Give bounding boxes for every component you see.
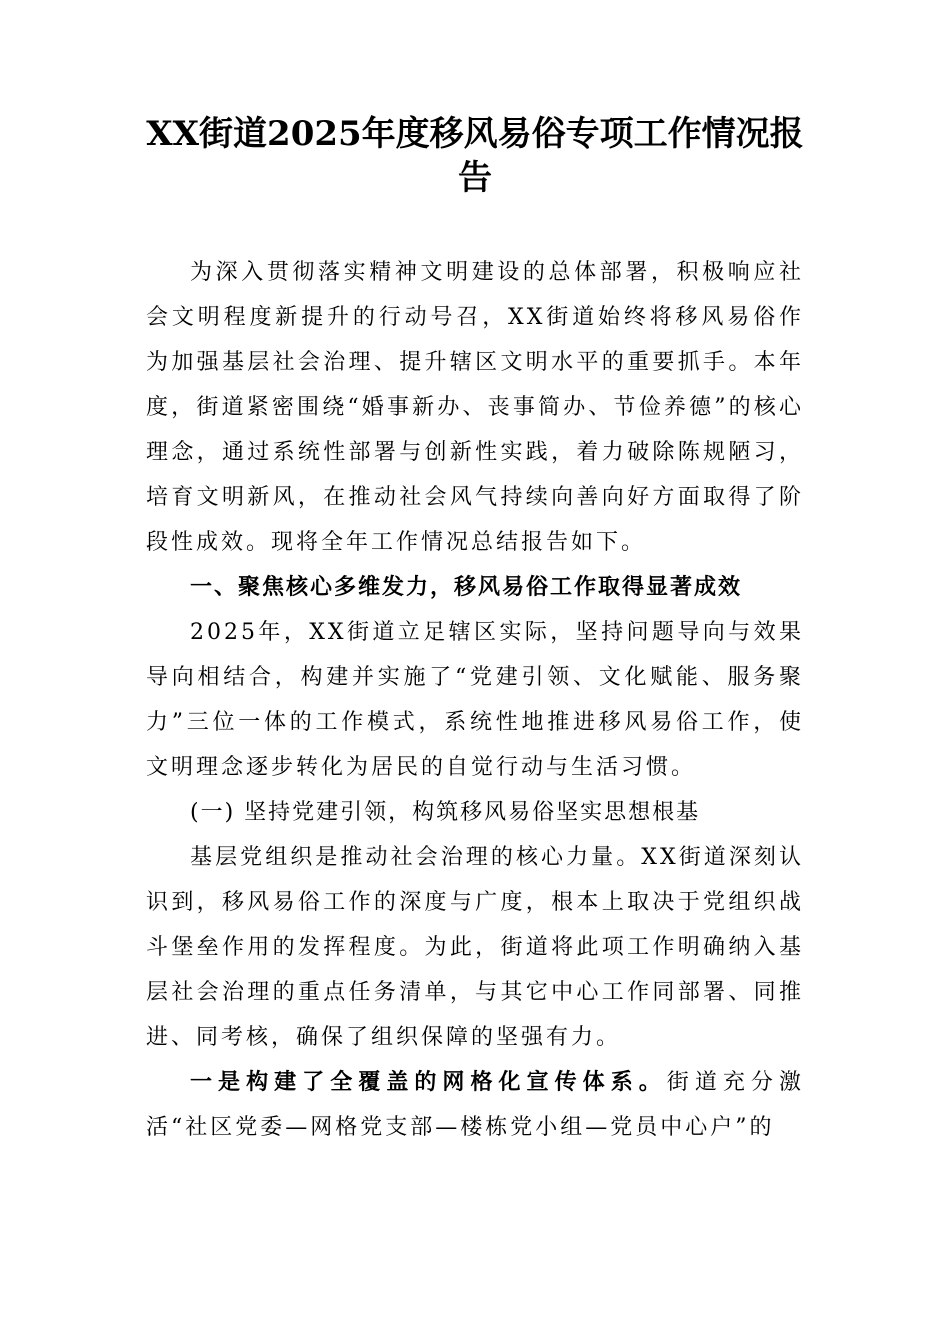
point-one-paragraph <box>146 1060 804 1150</box>
section-1-paragraph: 2025年，XX街道立足辖区实际，坚持问题导向与效果导向相结合，构建并实施了“党建引领、文化赋能、服务聚力”三位一体的工作模式，系统性地推进移风易俗工作，使文明理念逐步转化为居民的自觉行动与生活习惯。 <box>146 620 804 780</box>
subsection-1-paragraph: 基层党组织是推动社会治理的核心力量。XX街道深刻认识到，移风易俗工作的深度与广度，根本上取决于党组织战斗堡垒作用的发挥程度。为此，街道将此项工作明确纳入基层社会治理的重点任务清单，与其它中心工作同部署、同推进、同考核，确保了组织保障的坚强有力。 <box>146 845 804 1050</box>
document-body <box>146 250 804 1150</box>
point-one-text: 街道充分激活“社区党委—网格党支部—楼栋党小组—党员中心户”的 <box>146 1070 804 1140</box>
subsection-heading-1: (一) 坚持党建引领，构筑移风易俗坚实思想根基 <box>190 800 701 825</box>
document-title: XX街道2025年度移风易俗专项工作情况报告 <box>146 114 804 198</box>
intro-paragraph: 为深入贯彻落实精神文明建设的总体部署，积极响应社会文明程度新提升的行动号召，XX街道始终将移风易俗作为加强基层社会治理、提升辖区文明水平的重要抓手。本年度，街道紧密围绕“婚事新办、丧事简办、节俭养德”的核心理念，通过系统性部署与创新性实践，着力破除陈规陋习，培育文明新风，在推动社会风气持续向善向好方面取得了阶段性成效。现将全年工作情况总结报告如下。 <box>146 260 804 555</box>
section-heading-1: 一、聚焦核心多维发力，移风易俗工作取得显著成效 <box>190 574 743 600</box>
point-one-lead: 一是构建了全覆盖的网格化宣传体系。 <box>190 1069 667 1095</box>
